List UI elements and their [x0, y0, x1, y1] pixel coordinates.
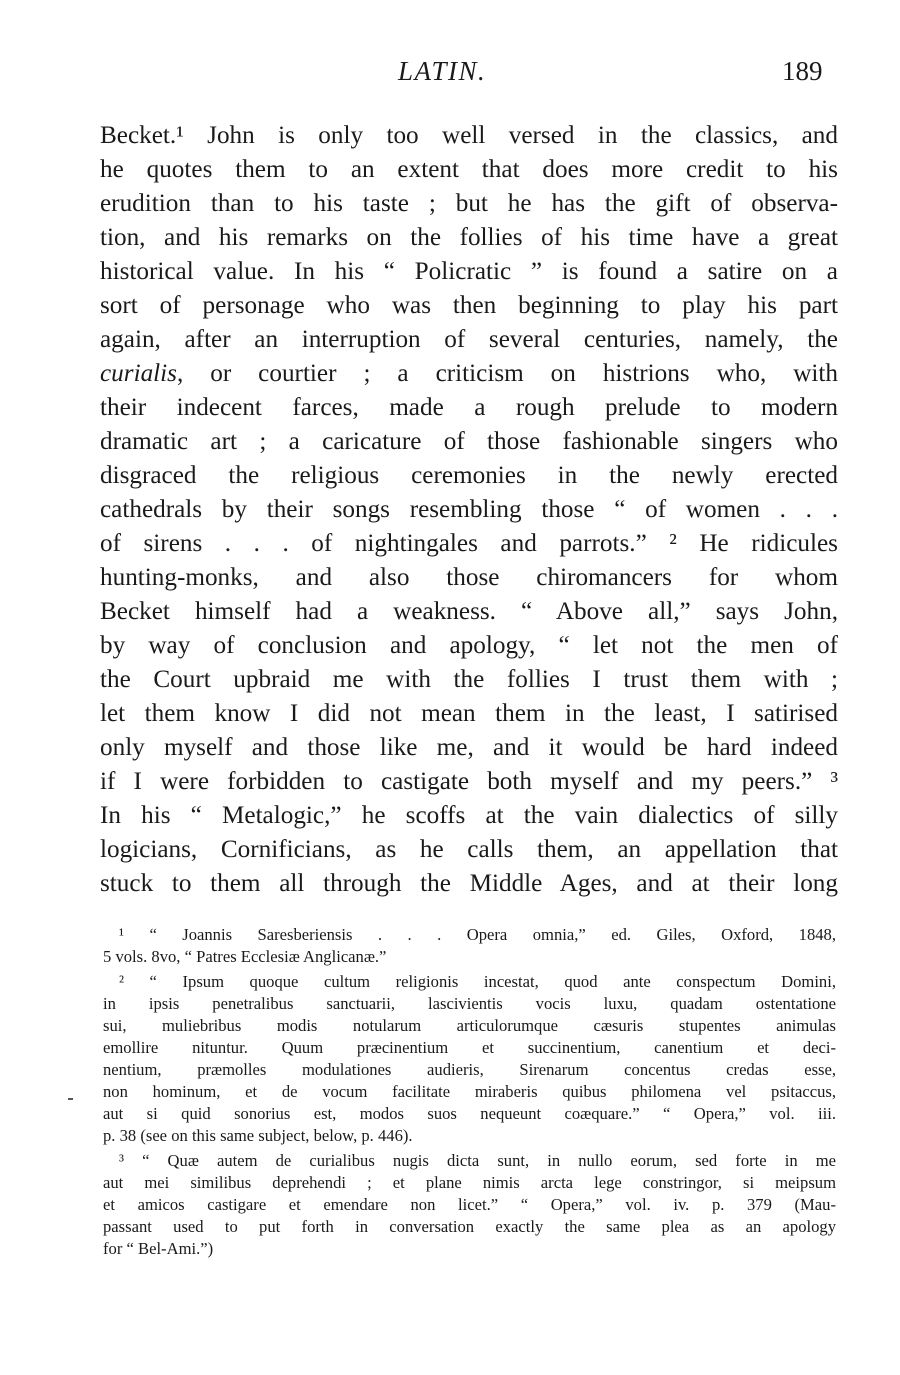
- running-title: LATIN.: [398, 56, 487, 86]
- body-line: disgraced the religious ceremonies in the newly erected: [100, 462, 838, 489]
- body-line: hunting-monks, and also those chiromancers for whom: [100, 564, 838, 591]
- footnote-line: ¹ “ Joannis Saresberiensis . . . Opera omnia,” ed. Giles, Oxford, 1848,: [119, 925, 836, 944]
- body-line: historical value. In his “ Policratic ” is found a satire on a: [100, 258, 838, 285]
- footnote-line: passant used to put forth in conversation exactly the same plea as an apology: [103, 1217, 836, 1236]
- footnote-line: ³ “ Quæ autem de curialibus nugis dicta sunt, in nullo eorum, sed forte in me: [119, 1151, 836, 1170]
- body-line: if I were forbidden to castigate both myself and my peers.” ³: [100, 768, 838, 795]
- page-number: 189: [782, 56, 823, 86]
- body-line: let them know I did not mean them in the least, I satirised: [100, 700, 838, 727]
- footnotes: [103, 924, 836, 1263]
- body-line: Becket.¹ John is only too well versed in the classics, and: [100, 122, 838, 149]
- body-line: he quotes them to an extent that does more credit to his: [100, 156, 838, 183]
- footnote-1: [103, 924, 836, 968]
- footnote-line: aut mei similibus deprehendi ; et plane nimis arcta lege constringor, si meipsum: [103, 1173, 836, 1192]
- body-line: the Court upbraid me with the follies I trust them with ;: [100, 666, 838, 693]
- body-line: erudition than to his taste ; but he has the gift of observa-: [100, 190, 838, 217]
- body-line: tion, and his remarks on the follies of his time have a great: [100, 224, 838, 251]
- footnote-line: for “ Bel-Ami.”): [103, 1239, 214, 1258]
- stray-ink-mark: [68, 1098, 73, 1100]
- body-line: by way of conclusion and apology, “ let not the men of: [100, 632, 838, 659]
- footnote-line: in ipsis penetralibus sanctuarii, lascivientis vocis luxu, quadam ostentatione: [103, 994, 836, 1013]
- body-line: sort of personage who was then beginning to play his part: [100, 292, 838, 319]
- footnote-line: ² “ Ipsum quoque cultum religionis incestat, quod ante conspectum Domini,: [119, 972, 836, 991]
- body-line: In his “ Metalogic,” he scoffs at the vain dialectics of silly: [100, 802, 838, 829]
- running-head: [0, 56, 900, 96]
- footnote-2: [103, 971, 836, 1147]
- body-line: stuck to them all through the Middle Ages, and at their long: [100, 870, 838, 897]
- body-line: Becket himself had a weakness. “ Above all,” says John,: [100, 598, 838, 625]
- footnote-line: non hominum, et de vocum facilitate miraberis quibus philomena vel psitaccus,: [103, 1082, 836, 1101]
- body-line-italic-curialis: curialis, or courtier ; a criticism on histrions who, with: [100, 360, 838, 387]
- body-line: dramatic art ; a caricature of those fashionable singers who: [100, 428, 838, 455]
- body-line: again, after an interruption of several centuries, namely, the: [100, 326, 838, 353]
- body-line: logicians, Cornificians, as he calls them, an appellation that: [100, 836, 838, 863]
- footnote-line: sui, muliebribus modis notularum articulorumque cæsuris stupentes animulas: [103, 1016, 836, 1035]
- footnote-line: nentium, præmolles modulationes audieris, Sirenarum concentus credas esse,: [103, 1060, 836, 1079]
- footnote-line: et amicos castigare et emendare non licet.” “ Opera,” vol. iv. p. 379 (Mau-: [103, 1195, 836, 1214]
- body-line: only myself and those like me, and it would be hard indeed: [100, 734, 838, 761]
- body-text: [100, 119, 838, 901]
- footnote-line: emollire nituntur. Quum præcinentium et succinentium, canentium et deci-: [103, 1038, 836, 1057]
- body-line: their indecent farces, made a rough prelude to modern: [100, 394, 838, 421]
- footnote-line: aut si quid sonorius est, modos suos nequeunt coæquare.” “ Opera,” vol. iii.: [103, 1104, 836, 1123]
- footnote-3: [103, 1150, 836, 1260]
- body-line: cathedrals by their songs resembling those “ of women . . .: [100, 496, 838, 523]
- footnote-line: p. 38 (see on this same subject, below, p. 446).: [103, 1126, 413, 1145]
- footnote-line: 5 vols. 8vo, “ Patres Ecclesiæ Anglicanæ.”: [103, 947, 387, 966]
- body-line: of sirens . . . of nightingales and parrots.” ² He ridicules: [100, 530, 838, 557]
- italic-term: curialis: [100, 360, 177, 387]
